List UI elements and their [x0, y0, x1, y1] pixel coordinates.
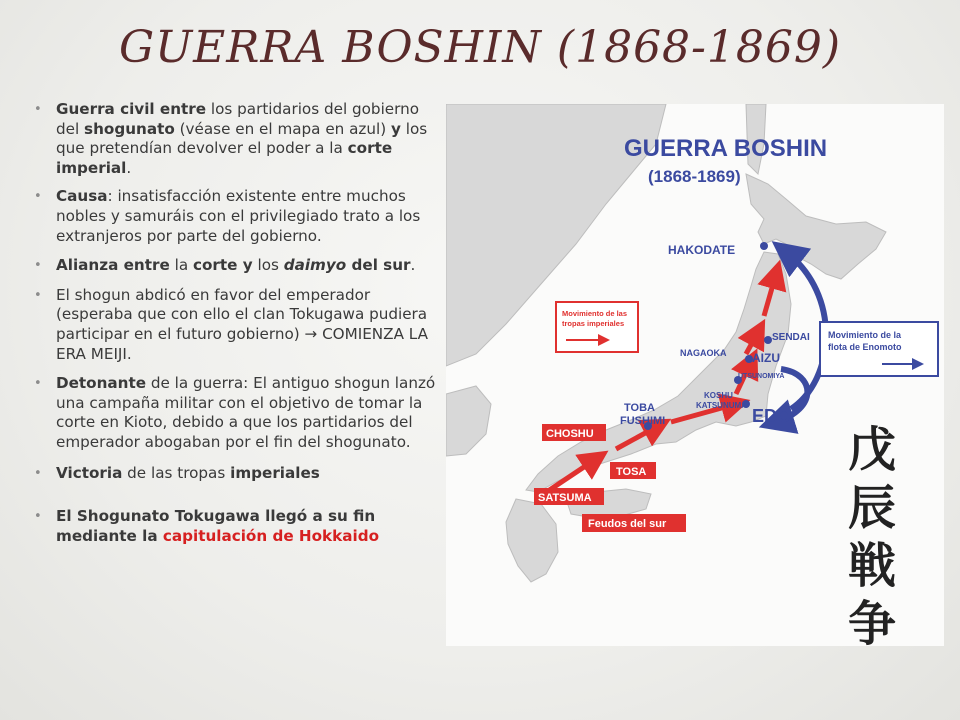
bullet-fragment: la: [169, 256, 193, 275]
kanji-4: 争: [848, 596, 897, 646]
bullet-text: [56, 187, 420, 244]
bullet-list: [32, 100, 444, 546]
map-title: GUERRA BOSHIN: [624, 135, 828, 162]
label-sendai: SENDAI: [772, 332, 810, 343]
bullet-fragment: daimyo: [283, 256, 347, 275]
bullet-item: [32, 507, 444, 546]
bullet-fragment: imperiales: [230, 463, 320, 482]
hakodate-dot: [760, 242, 768, 250]
label-fushimi: FUSHIMI: [620, 415, 666, 427]
map-svg: [446, 104, 944, 646]
bullet-fragment: los que pretendían devolver el poder a la: [56, 119, 428, 158]
bullet-item: [32, 464, 444, 484]
label-koshu: KOSHU: [704, 391, 733, 400]
bullet-text: [56, 286, 428, 363]
bullet-text: [56, 374, 435, 451]
bullet-dot-icon: •: [34, 376, 42, 392]
bullet-fragment: Alianza entre: [56, 256, 170, 275]
bullet-fragment: .: [126, 158, 132, 177]
bullet-item: [32, 286, 444, 364]
bullet-dot-icon: •: [34, 509, 42, 525]
bullet-fragment: Guerra civil entre: [56, 100, 207, 118]
map-years: (1868-1869): [648, 167, 741, 186]
bullet-fragment: shogunato: [84, 119, 175, 138]
slide-title: GUERRA BOSHIN (1868-1869): [118, 22, 842, 73]
bullet-dot-icon: •: [34, 287, 42, 303]
label-katsunuma: KATSUNUMA: [696, 401, 747, 410]
boshin-war-map: [446, 104, 944, 646]
bullet-fragment: : insatisfacción existente entre muchos nobles y samuráis con el privilegiado trato a los extranjeros por parte del gobierno.: [56, 187, 421, 245]
bullet-text: [56, 100, 427, 177]
legend-fleet-line1: Movimiento de la: [828, 330, 902, 340]
bullet-fragment: Detonante: [56, 374, 147, 393]
sendai-dot: [764, 336, 772, 344]
bullet-fragment: del sur: [346, 256, 411, 275]
bullet-fragment: capitulación de Hokkaido: [162, 526, 380, 545]
label-choshu: CHOSHU: [546, 428, 594, 440]
label-edo: EDO: [752, 406, 792, 426]
label-feudos: Feudos del sur: [588, 518, 667, 530]
bullet-text: [56, 256, 415, 274]
bullet-fragment: y: [391, 119, 401, 138]
label-hakodate: HAKODATE: [668, 243, 736, 257]
label-toba: TOBA: [624, 402, 655, 414]
legend-fleet-line2: flota de Enomoto: [828, 342, 902, 352]
kanji-1: 戊: [848, 422, 897, 478]
bullet-dot-icon: •: [34, 465, 42, 481]
bullet-fragment: corte imperial: [56, 139, 393, 177]
bullet-item: [32, 187, 444, 246]
korea-peninsula: [446, 386, 491, 456]
bullet-dot-icon: •: [34, 189, 42, 205]
label-tosa: TOSA: [616, 466, 647, 478]
bullet-fragment: Victoria: [56, 463, 123, 482]
bullet-fragment: (véase en el mapa en azul): [174, 119, 391, 138]
bullet-fragment: de la guerra: El antiguo shogun lanzó una campaña militar con el objetivo de tomar la corte en Kioto, debido a que los partidarios del emperador abogaban por el fin del shogunato.: [56, 374, 436, 451]
label-satsuma: SATSUMA: [538, 492, 592, 504]
legend-imperial-line2: tropas imperiales: [562, 319, 625, 328]
bullet-fragment: de las tropas: [122, 463, 231, 482]
honshu-island: [526, 252, 791, 492]
label-utsunomiya: UTSUNOMIYA: [738, 373, 785, 380]
bullet-fragment: los: [252, 256, 284, 275]
kanji-3: 戦: [848, 538, 897, 594]
kanji-2: 辰: [848, 480, 897, 536]
bullet-text: [56, 464, 320, 482]
bullet-item: [32, 100, 444, 178]
bullet-fragment: El Shogunato Tokugawa llegó a su fin mediante la: [56, 507, 376, 545]
bullet-fragment: .: [410, 256, 416, 275]
bullet-dot-icon: •: [34, 102, 42, 117]
bullet-text: [56, 507, 379, 545]
bullet-item: [32, 374, 444, 452]
bullet-item: [32, 256, 444, 276]
bullet-fragment: El shogun abdicó en favor del emperador (esperaba que con ello el clan Tokugawa pudiera participar en el futuro gobierno) → COMIENZA LA ERA MEIJI.: [56, 285, 428, 363]
label-nagaoka: NAGAOKA: [680, 348, 727, 358]
bullet-fragment: los partidarios del gobierno del: [56, 100, 420, 138]
legend-imperial-line1: Movimiento de las: [562, 309, 628, 318]
bullet-fragment: corte y: [192, 256, 253, 275]
bullet-dot-icon: •: [34, 258, 42, 274]
kyushu-island: [506, 499, 558, 582]
bullet-fragment: Causa: [56, 187, 108, 206]
label-aizu: AIZU: [752, 351, 780, 365]
